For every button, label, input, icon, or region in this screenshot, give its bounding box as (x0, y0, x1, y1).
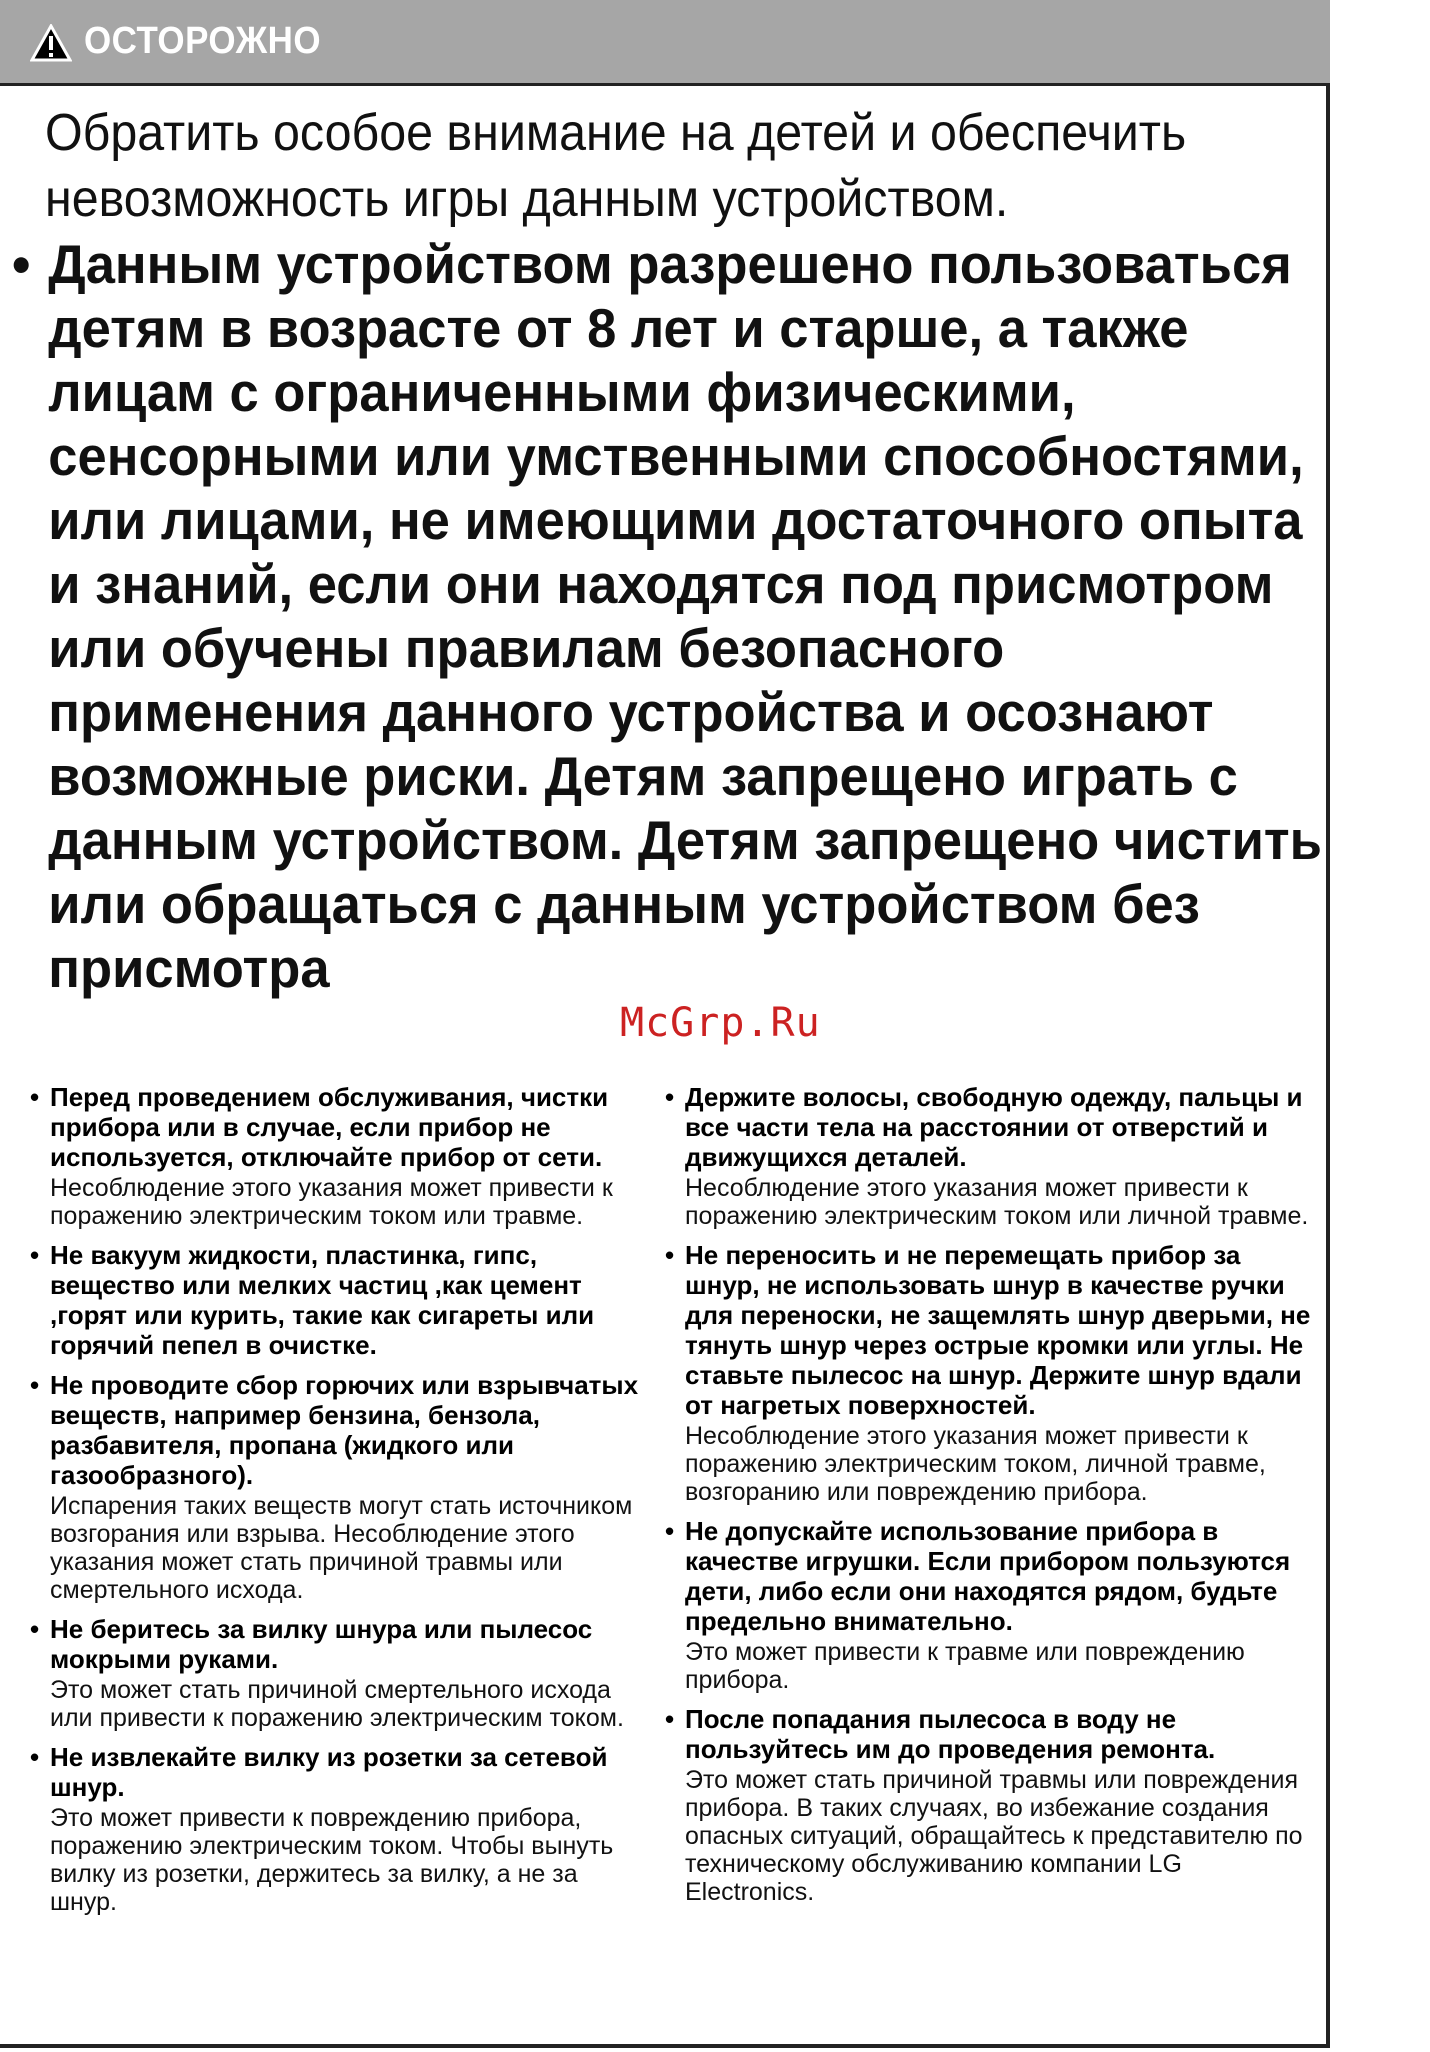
left-column (30, 1082, 650, 1926)
bullet: • (665, 1082, 675, 1112)
warning-item (665, 1704, 1315, 1906)
warning-item-body: Испарения таких веществ могут стать источником возгорания или взрыва. Несоблюдение этого указания может стать причиной травмы или смертельного исхода. (50, 1492, 633, 1604)
warning-item-body: Несоблюдение этого указания может привести к поражению электрическим током или травме. (50, 1174, 613, 1230)
warning-item-heading: Не вакуум жидкости, пластинка, гипс, вещество или мелких частиц ,как цемент ,горят или курить, такие как сигареты или горячий пепел в очистке. (50, 1240, 595, 1360)
warning-item (665, 1516, 1315, 1694)
main-warning (12, 232, 1322, 1000)
main-warning-text: Данным устройством разрешено пользоваться детям в возрасте от 8 лет и старше, а также лицам с ограниченными физическими, сенсорными или умственными способностями, или лицами, не имеющими достаточного опыта и знаний, если они находятся под присмотром или обучены правилам безопасного применения данного устройства и осознают возможные риски. Детям запрещено играть с данным устройством. Детям запрещено чистить или обращаться с данным устройством без присмотра (48, 233, 1322, 999)
warning-item-body: Это может привести к травме или повреждению прибора. (685, 1638, 1245, 1694)
warning-item-body: Это может стать причиной травмы или повреждения прибора. В таких случаях, во избежание создания опасных ситуаций, обращайтесь к представителю по техническому обслуживанию компании LG Electronics. (685, 1766, 1303, 1906)
warning-item-heading: Не переносить и не перемещать прибор за шнур, не использовать шнур в качестве ручки для переноски, не защемлять шнур дверьми, не тянуть шнур через острые кромки или углы. Не ставьте пылесос на шнур. Держите шнур вдали от нагретых поверхностей. (685, 1240, 1311, 1420)
warning-item-heading: Держите волосы, свободную одежду, пальцы и все части тела на расстоянии от отверстий и движущихся деталей. (685, 1082, 1303, 1172)
caution-header (0, 0, 1330, 86)
warning-item (30, 1614, 650, 1732)
bullet: • (30, 1240, 40, 1270)
warning-item-body: Это может привести к повреждению прибора, поражению электрическим током. Чтобы вынуть вилку из розетки, держитесь за вилку, а не за шнур. (50, 1804, 614, 1916)
warning-item (665, 1082, 1315, 1230)
bullet: • (665, 1516, 675, 1546)
warning-item-heading: Не проводите сбор горючих или взрывчатых веществ, например бензина, бензола, разбавителя, пропана (жидкого или газообразного). (50, 1370, 639, 1490)
warning-item-body: Несоблюдение этого указания может привести к поражению электрическим током или личной травме. (685, 1174, 1309, 1230)
warning-item-heading: Не извлекайте вилку из розетки за сетевой шнур. (50, 1742, 608, 1802)
warning-item-heading: Не допускайте использование прибора в качестве игрушки. Если прибором пользуются дети, либо если они находятся рядом, будьте предельно внимательно. (685, 1516, 1291, 1636)
watermark: McGrp.Ru (620, 1000, 821, 1046)
warning-item-body: Несоблюдение этого указания может привести к поражению электрическим током, личной травме, возгоранию или повреждению прибора. (685, 1422, 1266, 1506)
warning-triangle-icon (30, 24, 72, 62)
bullet: • (665, 1240, 675, 1270)
caution-title: ОСТОРОЖНО (84, 20, 322, 62)
bullet: • (665, 1704, 675, 1734)
warning-item (30, 1742, 650, 1916)
bullet: • (30, 1082, 40, 1112)
bullet: • (30, 1370, 40, 1400)
bullet: • (30, 1742, 40, 1772)
warning-item-heading: Не беритесь за вилку шнура или пылесос мокрыми руками. (50, 1614, 593, 1674)
warning-item-heading: Перед проведением обслуживания, чистки прибора или в случае, если прибор не используется, отключайте прибор от сети. (50, 1082, 609, 1172)
warning-item (30, 1082, 650, 1230)
intro-text: Обратить особое внимание на детей и обеспечить невозможность игры данным устройством. (45, 104, 1187, 228)
warning-item-heading: После попадания пылесоса в воду не пользуйтесь им до проведения ремонта. (685, 1704, 1216, 1764)
right-column (665, 1082, 1315, 1916)
bullet: • (12, 233, 31, 295)
warning-item-body: Это может стать причиной смертельного исхода или привести к поражению электрическим током. (50, 1676, 624, 1732)
bullet: • (30, 1614, 40, 1644)
warning-item (30, 1240, 650, 1360)
warning-item (665, 1240, 1315, 1506)
warning-item (30, 1370, 650, 1604)
